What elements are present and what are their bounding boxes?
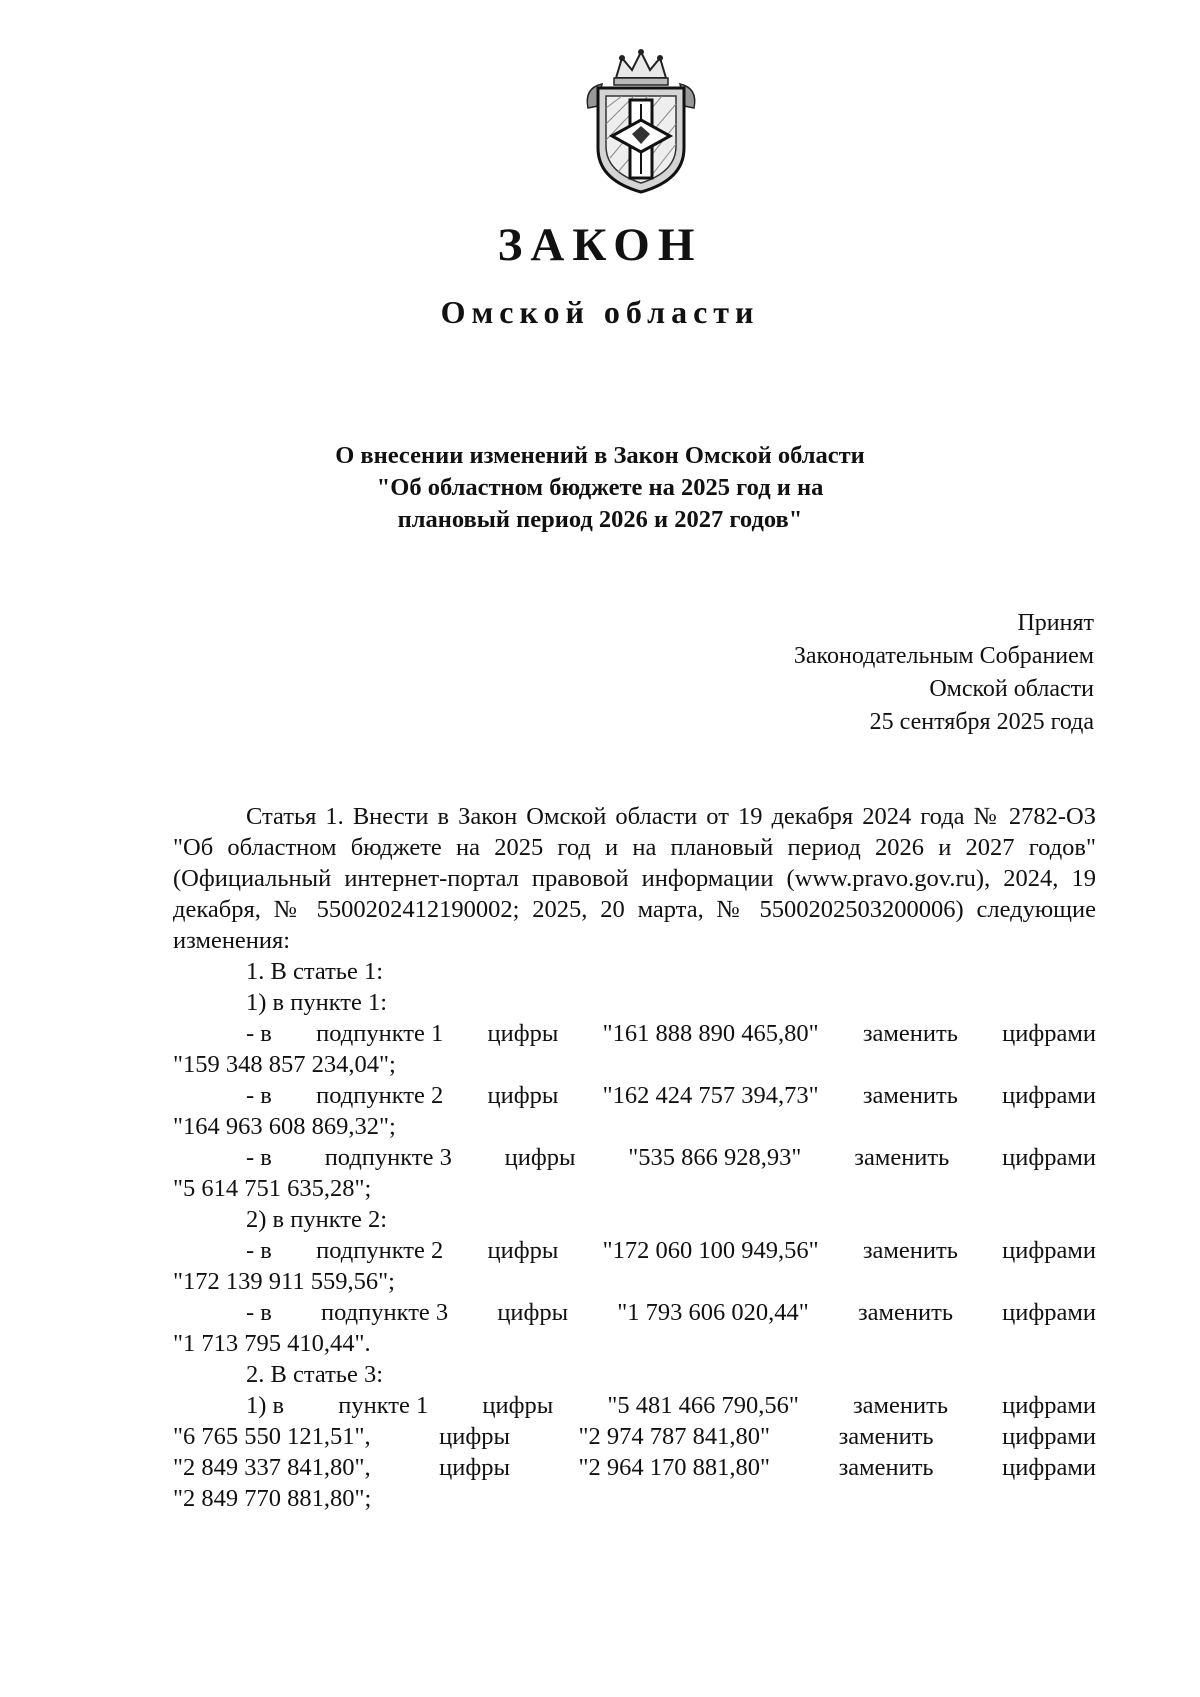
subject-line: плановый период 2026 и 2027 годов" xyxy=(397,506,803,533)
replacement-value: "172 139 911 559,56"; xyxy=(173,1268,395,1295)
item-1-heading: 1. В статье 1: xyxy=(246,958,384,985)
replacement-value: "5 614 751 635,28"; xyxy=(173,1175,372,1202)
replacement-row: 1) в пункте 1 цифры "5 481 466 790,56" заменить цифрами xyxy=(246,1392,1096,1419)
replacement-value: "1 713 795 410,44". xyxy=(173,1330,371,1357)
replacement-value: "2 849 770 881,80"; xyxy=(173,1485,372,1512)
replacement-row: "6 765 550 121,51", цифры "2 974 787 841,80" заменить цифрами xyxy=(173,1423,1096,1450)
adoption-block xyxy=(794,607,1094,739)
law-subject xyxy=(0,440,1200,536)
adoption-line: Омской области xyxy=(929,676,1094,702)
adoption-date: 25 сентября 2025 года xyxy=(869,709,1094,735)
replacement-value: "164 963 608 869,32"; xyxy=(173,1113,396,1140)
item-2-heading: 2. В статье 3: xyxy=(246,1361,384,1388)
replacement-row: - в подпункте 1 цифры "161 888 890 465,80" заменить цифрами xyxy=(246,1020,1096,1047)
document-region: Омской области xyxy=(440,294,760,330)
replacement-row: - в подпункте 2 цифры "162 424 757 394,73" заменить цифрами xyxy=(246,1082,1096,1109)
replacement-row: - в подпункте 3 цифры "535 866 928,93" заменить цифрами xyxy=(246,1144,1096,1171)
replacement-row: - в подпункте 3 цифры "1 793 606 020,44" заменить цифрами xyxy=(246,1299,1096,1326)
document-title: ЗАКОН xyxy=(497,219,703,271)
adoption-line: Законодательным Собранием xyxy=(793,643,1094,669)
adoption-line: Принят xyxy=(1017,610,1094,636)
coat-of-arms-emblem xyxy=(582,48,700,196)
replacement-value: "159 348 857 234,04"; xyxy=(173,1051,396,1078)
item-1-point-2: 2) в пункте 2: xyxy=(246,1206,388,1233)
article-1-intro: Статья 1. Внести в Закон Омской области от 19 декабря 2024 года № 2782-ОЗ "Об областном бюджете на 2025 год и на плановый период 2026 и 2027 годов" (Официальный интернет-портал правовой информации (www.pravo.gov.ru), 2024, 19 декабря, № 5500202412190002; 2025, 20 марта, № 5500202503200006) следующие изменения: xyxy=(173,803,1096,954)
replacement-row: - в подпункте 2 цифры "172 060 100 949,56" заменить цифрами xyxy=(246,1237,1096,1264)
subject-line: О внесении изменений в Закон Омской области xyxy=(335,442,865,469)
article-body xyxy=(173,801,1096,1514)
item-1-point-1: 1) в пункте 1: xyxy=(246,989,388,1016)
subject-line: "Об областном бюджете на 2025 год и на xyxy=(376,474,824,501)
replacement-row: "2 849 337 841,80", цифры "2 964 170 881,80" заменить цифрами xyxy=(173,1454,1096,1481)
